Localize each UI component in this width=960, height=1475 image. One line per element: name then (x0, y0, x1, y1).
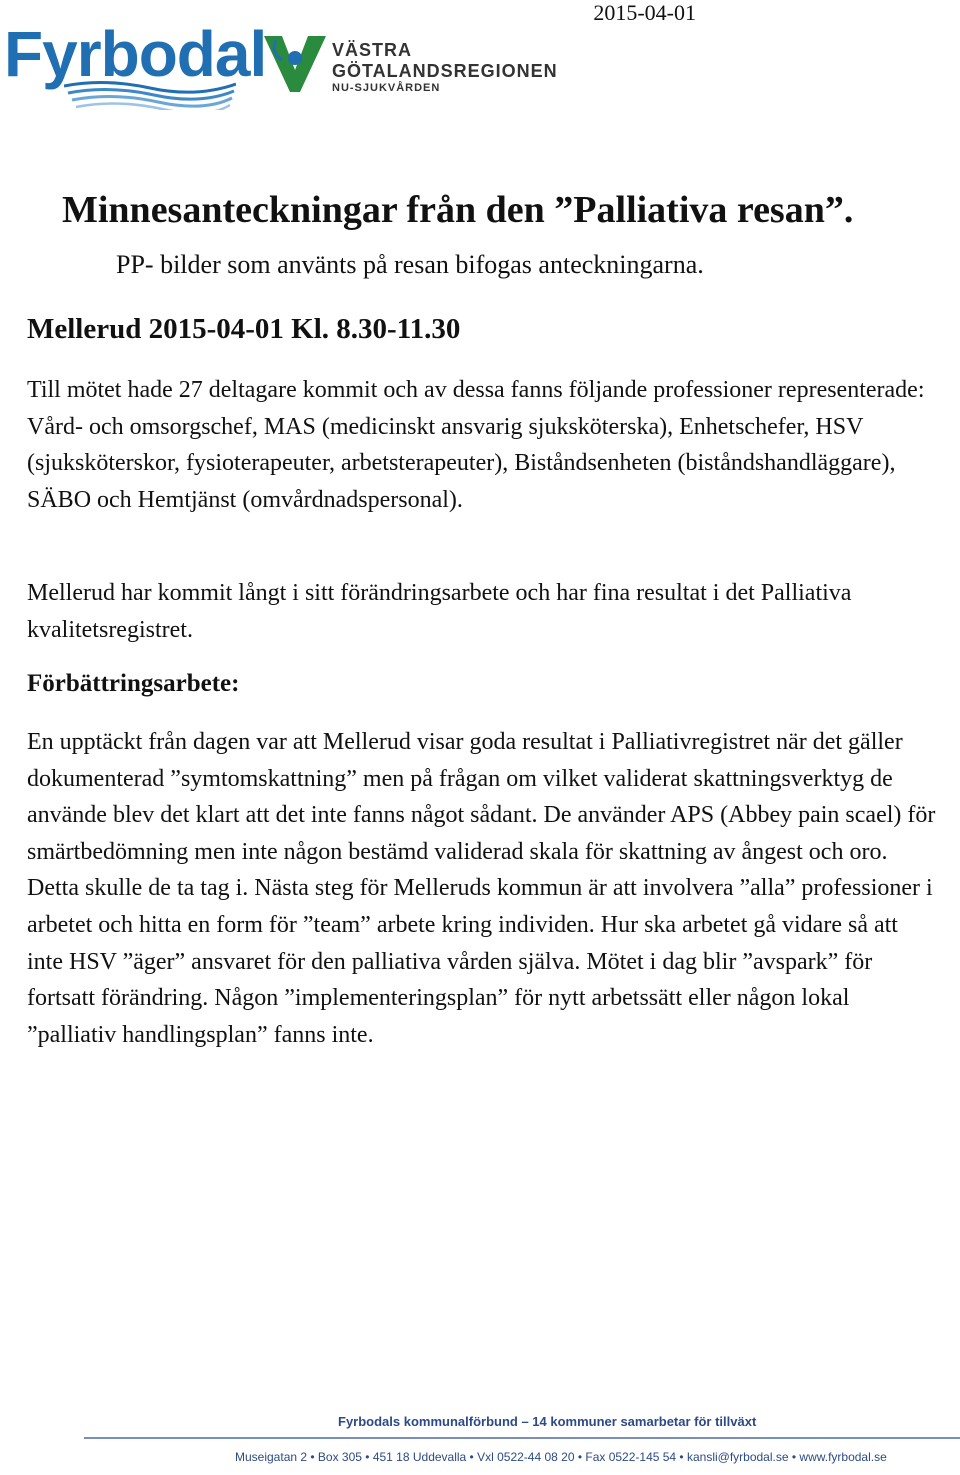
document-date: 2015-04-01 (593, 0, 696, 25)
participants-paragraph: Till mötet hade 27 deltagare kommit och av dessa fanns följande professioner representerade: Vård- och omsorgschef, MAS (medicinskt ansvarig sjuksköterska), Enhetschefer, HSV (sjuksköterskor, fysioterapeuter, arbetsterapeuter), Biståndsenheten (biståndshandläggare), SÄBO och Hemtjänst (omvårdnadspersonal). (27, 377, 925, 513)
fyrbodal-logo (4, 18, 267, 108)
vastra-gotalandsregionen-logo (262, 30, 562, 100)
vgr-logo-line2: GÖTALANDSREGIONEN (332, 61, 558, 81)
meeting-info: Mellerud 2015-04-01 Kl. 8.30-11.30 (27, 313, 461, 345)
fyrbodal-waves-icon (64, 80, 236, 110)
improvement-paragraph: En upptäckt från dagen var att Mellerud visar goda resultat i Palliativregistret när det gäller dokumenterad ”symtomskattning” men på frågan om vilket validerat skattningsverktyg de använde blev det klart att det inte fanns något sådant. De använder APS (Abbey pain scael) för smärtbedömning men inte någon bestämd validerad skala för skattning av ångest och oro. Detta skulle de ta tag i. Nästa steg för Melleruds kommun är att involvera ”alla” professioner i arbetet och hitta en form för ”team” arbete kring individen. Hur ska arbetet gå vidare så att inte HSV ”äger” ansvaret för den palliativa vården själva. Mötet i dag blir ”avspark” för fortsatt förändring. Någon ”implementeringsplan” för nytt arbetssätt eller någon lokal ”palliativ handlingsplan” fanns inte. (27, 729, 936, 1048)
progress-paragraph: Mellerud har kommit långt i sitt förändringsarbete och har fina resultat i det Palliativa kvalitetsregistret. (27, 580, 852, 643)
vgr-emblem-icon (262, 30, 328, 96)
document-title: Minnesanteckningar från den ”Palliativa resan”. (62, 189, 854, 231)
fyrbodal-logo-text: Fyrbodal (4, 18, 267, 90)
footer-divider (84, 1437, 960, 1439)
document-subtitle: PP- bilder som använts på resan bifogas anteckningarna. (116, 250, 704, 279)
vgr-logo-line1: VÄSTRA (332, 40, 413, 60)
improvement-heading: Förbättringsarbete: (27, 670, 240, 697)
vgr-logo-line3: NU-SJUKVÅRDEN (332, 82, 441, 94)
footer-tagline: Fyrbodals kommunalförbund – 14 kommuner samarbetar för tillväxt (338, 1414, 757, 1429)
footer-contact: Museigatan 2 • Box 305 • 451 18 Uddevalla • Vxl 0522-44 08 20 • Fax 0522-145 54 • kansli@fyrbodal.se • www.fyrbodal.se (235, 1450, 887, 1464)
